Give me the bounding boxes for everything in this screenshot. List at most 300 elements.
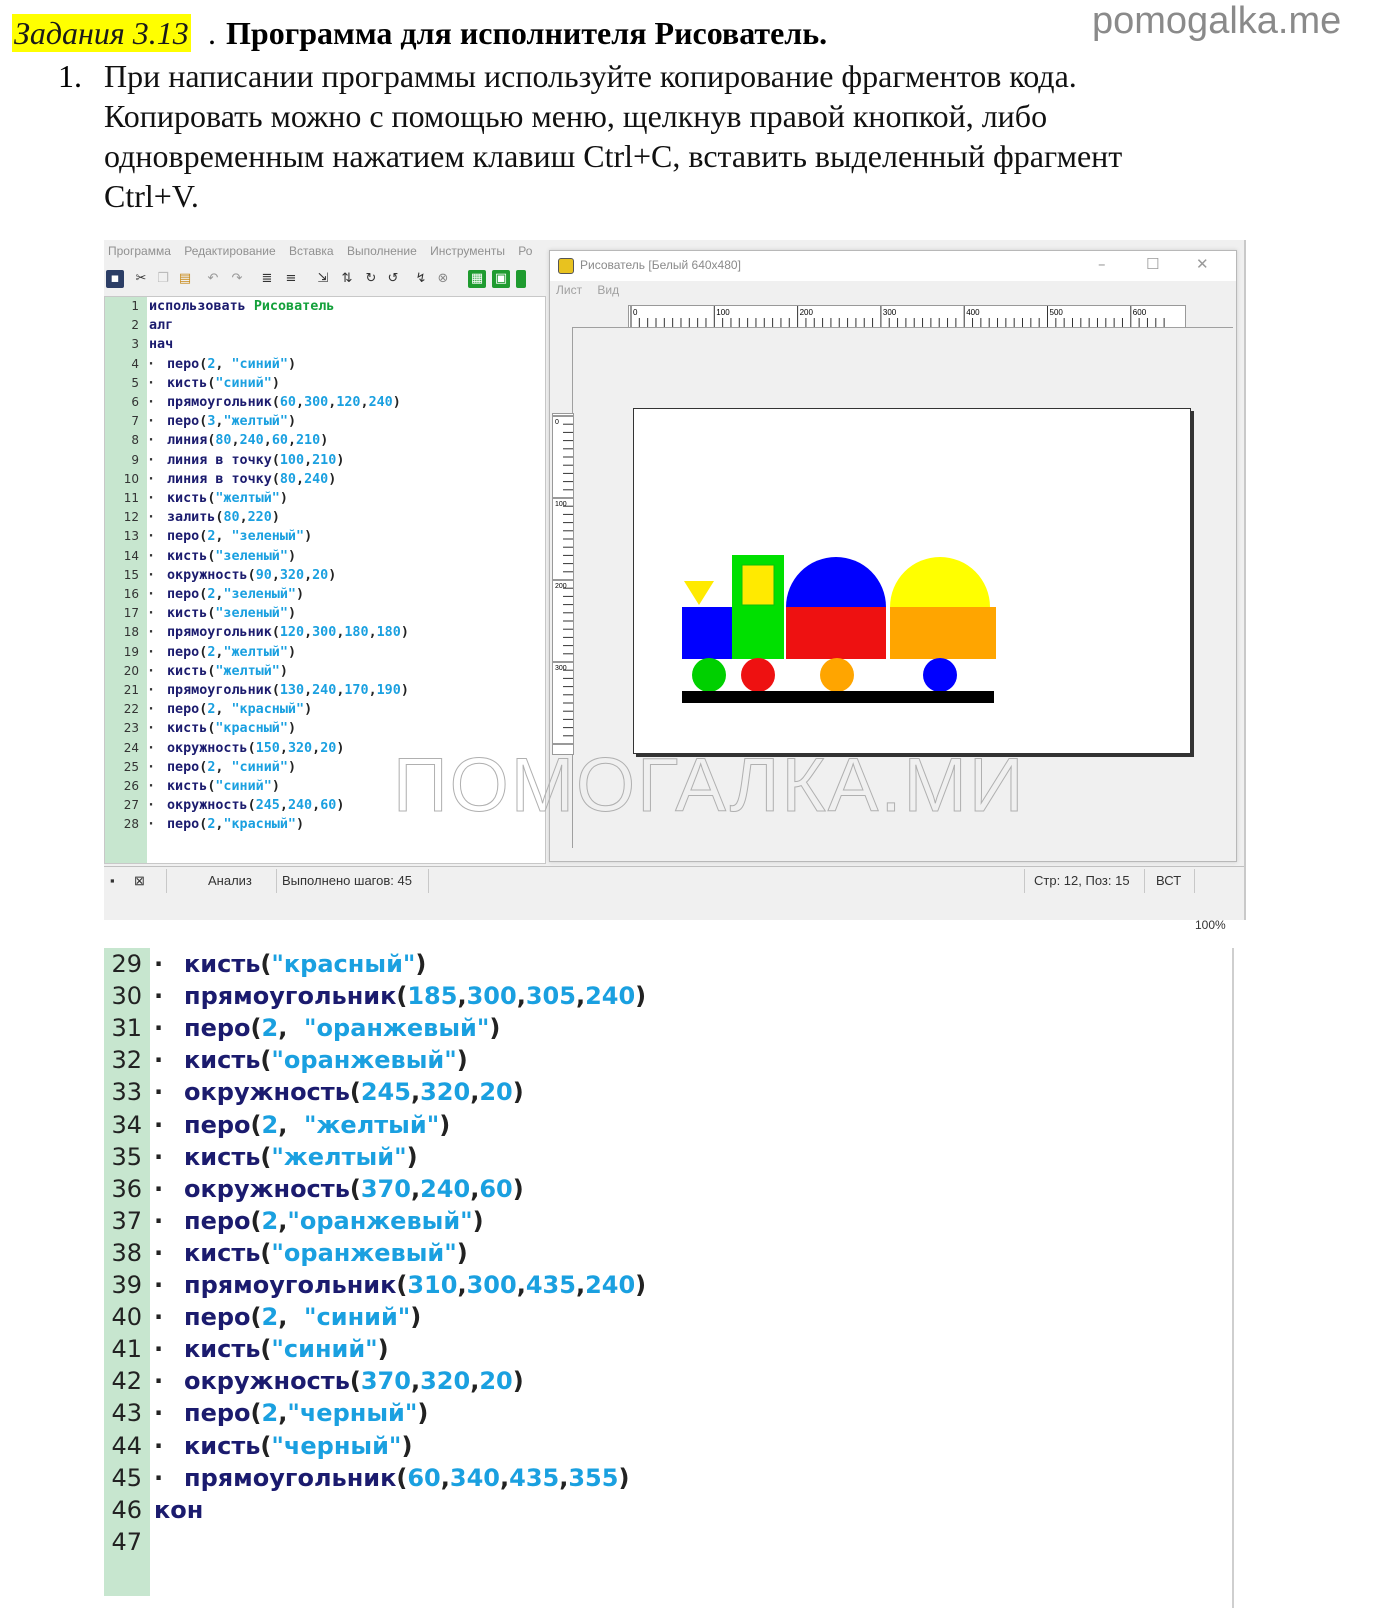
- code-token: 190: [376, 683, 401, 698]
- code-token: ,: [287, 433, 296, 449]
- save-icon[interactable]: ▪: [106, 270, 124, 288]
- code-token: 185: [407, 982, 458, 1011]
- line-marker: ·: [154, 1110, 164, 1139]
- code-token: 220: [247, 510, 272, 526]
- code-token: 60: [320, 798, 337, 814]
- line-number: 3: [131, 337, 139, 352]
- ruler-label: 100: [555, 501, 567, 508]
- code-token: (: [271, 452, 280, 468]
- code-token: перо: [184, 1014, 251, 1043]
- code-token: (: [199, 587, 208, 602]
- code-token: (: [250, 1014, 262, 1043]
- code-token: 210: [312, 452, 337, 468]
- window-icon[interactable]: ▣: [492, 270, 510, 288]
- code-token: 2: [261, 1014, 279, 1043]
- line-marker: ·: [147, 663, 156, 679]
- code-token: ,: [215, 587, 224, 602]
- code-text: [184, 1365, 524, 1398]
- line-marker: ·: [147, 740, 156, 756]
- shape-green-wheel: [692, 658, 726, 692]
- line-number: 13: [123, 529, 139, 544]
- code-token: (: [396, 1463, 408, 1492]
- code-token: ): [287, 356, 296, 372]
- line-marker: ·: [147, 433, 156, 449]
- code-token: ): [304, 529, 313, 545]
- code-token: (: [207, 606, 216, 622]
- drawer-app-icon: [558, 258, 574, 274]
- code-token: ,: [410, 1078, 421, 1107]
- close-icon[interactable]: ✕: [1196, 255, 1209, 273]
- minimize-icon[interactable]: –: [1098, 255, 1106, 273]
- code-token: кисть: [184, 1142, 261, 1171]
- line-number: 16: [123, 587, 139, 601]
- ruler-label: 500: [1049, 308, 1063, 317]
- line-marker: ·: [154, 1399, 164, 1428]
- code-token: ): [296, 587, 305, 602]
- menu-sheet[interactable]: Лист: [556, 283, 583, 297]
- code-token: (: [260, 1431, 272, 1460]
- intro-line-4: Ctrl+V.: [104, 178, 199, 214]
- line-marker: ·: [147, 395, 156, 410]
- code-token: 310: [407, 1271, 458, 1299]
- code-token: ): [635, 982, 647, 1011]
- shape-yellow-dome: [890, 557, 990, 607]
- code-token: ,: [516, 982, 526, 1011]
- drawer-titlebar[interactable]: [550, 251, 1236, 281]
- line-number: 25: [123, 759, 139, 774]
- shape-orange-wagon: [890, 607, 996, 659]
- line-number: 23: [123, 721, 139, 736]
- task-label: Задания 3.13: [14, 15, 189, 51]
- line-number: 10: [123, 471, 139, 486]
- zoom-level[interactable]: 100%: [1195, 918, 1226, 932]
- code-token: ,: [410, 1367, 421, 1396]
- line-number: 37: [111, 1206, 142, 1235]
- code-token: линия в точку: [167, 471, 272, 487]
- code-token: 2: [261, 1206, 279, 1235]
- line-marker: ·: [154, 1238, 164, 1267]
- cancel-icon[interactable]: ⊗: [437, 271, 449, 286]
- code-token: ): [512, 1367, 524, 1396]
- line-marker: ·: [147, 471, 156, 487]
- code-token: окружность: [184, 1174, 350, 1203]
- code-token: перо: [167, 759, 200, 775]
- code-token: алг: [149, 318, 174, 334]
- code-token: ,: [304, 567, 313, 583]
- code-token: ): [279, 491, 288, 506]
- code-text: [167, 451, 344, 471]
- code-token: кисть: [167, 721, 208, 737]
- code-token: "синий": [215, 375, 272, 391]
- line-marker: ·: [154, 1431, 164, 1460]
- code-token: ,: [215, 414, 224, 430]
- line-marker: ·: [154, 1335, 164, 1364]
- code-token: "зеленый": [215, 606, 288, 622]
- drawer-title: Рисователь [Белый 640х480]: [580, 258, 741, 272]
- code-token: "синий": [231, 356, 288, 372]
- intro-line-3: одновременным нажатием клавиш Ctrl+C, вставить выделенный фрагмент: [104, 138, 1123, 174]
- code-token: ,: [410, 1174, 421, 1203]
- code-token: (: [271, 471, 280, 487]
- line-marker: ·: [154, 1463, 164, 1492]
- code-token: ): [271, 375, 280, 391]
- line-number: 29: [111, 950, 142, 978]
- code-text: [184, 980, 646, 1013]
- code-token: 2: [207, 644, 216, 660]
- code-token: (: [247, 798, 256, 814]
- line-marker: ·: [154, 1142, 164, 1171]
- window2-icon[interactable]: [516, 270, 526, 288]
- line-marker: ·: [147, 548, 156, 564]
- code-token: кон: [154, 1495, 204, 1524]
- line-number: 43: [111, 1399, 142, 1428]
- shape-red-wheel: [741, 658, 775, 692]
- code-token: ,: [304, 625, 313, 641]
- code-token: "оранжевый": [304, 1014, 490, 1043]
- code-token: ): [287, 606, 296, 622]
- line-number: 35: [111, 1142, 142, 1171]
- code-token: (: [199, 702, 208, 718]
- code-token: (: [199, 759, 208, 775]
- code-token: 60: [407, 1463, 441, 1492]
- code-token: ): [401, 1431, 413, 1460]
- code-token: ): [400, 625, 409, 641]
- code-token: кисть: [167, 491, 208, 506]
- code-token: ,: [312, 798, 321, 814]
- code-text: [167, 431, 328, 451]
- shape-blue-dome: [786, 557, 886, 607]
- code-token: Рисователь: [253, 299, 335, 314]
- code-token: перо: [167, 817, 200, 833]
- code-token: окружность: [167, 740, 248, 756]
- code-token: 435: [525, 1271, 576, 1299]
- code-token: "желтый": [223, 644, 288, 660]
- code-text: [167, 815, 304, 835]
- code-text: [184, 1173, 524, 1206]
- code-token: 245: [255, 798, 280, 814]
- code-token: ): [472, 1206, 484, 1235]
- code-text: [149, 297, 334, 317]
- code-token: 240: [287, 798, 313, 814]
- code-token: ): [439, 1110, 451, 1139]
- code-token: (: [207, 433, 216, 449]
- code-token: (: [199, 817, 208, 833]
- line-number: 26: [123, 779, 139, 793]
- undo-icon[interactable]: ↶: [207, 271, 219, 286]
- outdent-icon[interactable]: ≡: [285, 271, 297, 286]
- code-token: 180: [376, 625, 401, 641]
- shape-yellow-window: [742, 565, 774, 605]
- cut-icon[interactable]: ✂: [135, 271, 147, 286]
- code-token: "синий": [215, 779, 272, 794]
- code-token: ): [287, 759, 296, 775]
- code-token: 80: [223, 510, 240, 526]
- line-marker: ·: [154, 1367, 164, 1396]
- code-text: [167, 393, 401, 413]
- code-token: ,: [278, 1206, 288, 1235]
- line-number: 14: [123, 548, 139, 563]
- status-position: Стр: 12, Поз: 15: [1034, 873, 1130, 888]
- shape-red-wagon: [786, 607, 886, 659]
- code-token: ,: [215, 817, 224, 833]
- code-token: 90: [255, 567, 272, 583]
- code-token: окружность: [167, 567, 248, 583]
- code-token: 3: [207, 414, 216, 430]
- code-token: ,: [368, 683, 377, 698]
- code-token: 60: [479, 1174, 513, 1203]
- ruler-label: 600: [1132, 308, 1147, 317]
- code-token: ): [415, 950, 427, 978]
- code-token: ,: [278, 1014, 305, 1043]
- code-token: ): [512, 1174, 524, 1203]
- code-token: "оранжевый": [271, 1046, 457, 1075]
- code-text: [167, 719, 296, 739]
- code-token: окружность: [167, 798, 248, 814]
- step-icon[interactable]: ⇲: [317, 271, 329, 286]
- code-token: (: [207, 779, 216, 794]
- code-token: 370: [360, 1174, 411, 1203]
- line-marker: ·: [147, 356, 156, 372]
- code-token: 320: [420, 1078, 471, 1107]
- copy-icon[interactable]: ❐: [157, 271, 169, 286]
- line-marker: ·: [147, 798, 156, 814]
- line-number: 34: [111, 1110, 142, 1139]
- code-token: ,: [215, 759, 232, 775]
- line-number: 33: [111, 1078, 142, 1107]
- vertical-ruler-scale: [553, 414, 573, 754]
- code-token: ,: [278, 1399, 288, 1428]
- code-text: [184, 1012, 500, 1045]
- code-token: прямоугольник: [184, 1463, 397, 1492]
- code-token: 2: [207, 702, 216, 718]
- code-token: ): [328, 471, 337, 487]
- step-over-icon[interactable]: ⇅: [341, 271, 353, 286]
- code-token: ): [271, 779, 280, 794]
- code-token: (: [271, 395, 280, 410]
- code-token: "желтый": [223, 414, 288, 430]
- code-text: [184, 1333, 389, 1366]
- line-number: 42: [111, 1367, 142, 1396]
- code-token: 240: [304, 471, 329, 487]
- indent-icon[interactable]: ≣: [261, 271, 273, 286]
- code-text: [184, 1301, 421, 1334]
- code-token: "желтый": [271, 1142, 407, 1171]
- code-token: 300: [312, 625, 337, 641]
- ruler-label: 0: [555, 419, 559, 426]
- code-token: перо: [167, 587, 200, 602]
- code-token: 240: [312, 683, 337, 698]
- code-token: ): [377, 1335, 389, 1364]
- line-marker: ·: [154, 1303, 164, 1332]
- code-token: перо: [184, 1110, 251, 1139]
- code-token: "желтый": [304, 1110, 440, 1139]
- line-number: 12: [123, 510, 139, 525]
- code-token: 20: [320, 740, 337, 756]
- line-marker: ·: [147, 702, 156, 718]
- code-token: (: [271, 625, 280, 641]
- line-marker: ·: [147, 510, 156, 526]
- status-steps: Выполнено шагов: 45: [282, 873, 412, 888]
- code-text: [167, 527, 312, 547]
- menu-view[interactable]: Вид: [597, 283, 620, 297]
- code-token: 2: [207, 817, 216, 833]
- code-token: ): [489, 1014, 501, 1043]
- code-token: (: [250, 1399, 262, 1428]
- code-token: 2: [207, 759, 216, 775]
- status-insert-mode: ВСТ: [1156, 873, 1182, 888]
- code-token: окружность: [184, 1367, 350, 1396]
- code-token: 340: [449, 1463, 500, 1492]
- code-token: 320: [420, 1367, 471, 1396]
- line-marker: ·: [147, 529, 156, 545]
- code-token: "синий": [271, 1335, 378, 1364]
- shape-black-rail: [682, 691, 994, 703]
- code-token: кисть: [184, 1335, 261, 1364]
- menu-program[interactable]: Программа: [108, 244, 171, 258]
- code-text: [167, 547, 296, 567]
- code-token: ,: [470, 1174, 480, 1203]
- code-token: 320: [287, 740, 313, 756]
- code-token: 210: [296, 433, 321, 449]
- code-token: ): [456, 1238, 468, 1267]
- menu-run[interactable]: Выполнение: [346, 244, 417, 258]
- stop-icon[interactable]: ↺: [387, 271, 399, 286]
- code-token: 80: [279, 471, 296, 487]
- run-icon[interactable]: ↻: [365, 271, 377, 286]
- code-token: (: [207, 491, 216, 506]
- code-token: ,: [304, 683, 313, 698]
- code-token: ,: [279, 740, 288, 756]
- code-text: [184, 1205, 484, 1238]
- code-token: "оранжевый": [271, 1238, 457, 1267]
- code-token: 20: [312, 567, 329, 583]
- code-token: 150: [255, 740, 280, 756]
- code-token: ,: [336, 683, 345, 698]
- code-token: ,: [516, 1271, 526, 1299]
- code-text: [167, 681, 409, 701]
- code-text: [184, 1044, 468, 1077]
- code-token: ): [336, 798, 345, 814]
- code-text: [184, 1237, 468, 1270]
- code-text: [167, 777, 280, 797]
- code-token: перо: [167, 356, 200, 372]
- line-number: 17: [123, 606, 139, 621]
- code-token: 170: [344, 683, 369, 698]
- list-item-number: 1.: [58, 58, 82, 94]
- code-text: [167, 470, 336, 490]
- code-token: ): [417, 1399, 429, 1428]
- menu-edit[interactable]: Редактирование: [184, 244, 276, 258]
- menu-tools[interactable]: Инструменты: [430, 244, 505, 258]
- line-number: 39: [111, 1271, 142, 1299]
- line-marker: ·: [147, 625, 156, 641]
- line-number: 44: [111, 1431, 142, 1460]
- code-token: (: [349, 1174, 361, 1203]
- code-text: [184, 1462, 629, 1495]
- code-token: "желтый": [215, 663, 280, 679]
- code-token: 20: [479, 1078, 513, 1107]
- code-token: (: [250, 1206, 262, 1235]
- code-token: перо: [167, 529, 200, 545]
- line-marker: ·: [147, 683, 156, 698]
- code-token: 80: [215, 433, 232, 449]
- code-token: 60: [279, 395, 296, 410]
- horizontal-ruler-scale: [629, 306, 1185, 328]
- code-token: ): [287, 414, 296, 430]
- task-title: Программа для исполнителя Рисователь.: [226, 15, 828, 51]
- code-token: ,: [215, 356, 232, 372]
- intro-line-1: При написании программы используйте копирование фрагментов кода.: [104, 58, 1077, 94]
- line-number: 28: [123, 817, 139, 832]
- code-listing-continued: [104, 948, 1234, 1608]
- code-token: 370: [360, 1367, 411, 1396]
- redo-icon[interactable]: ↷: [231, 271, 243, 286]
- code-token: ): [635, 1271, 647, 1299]
- code-token: 300: [304, 395, 329, 410]
- ruler-label: 400: [966, 308, 980, 317]
- line-number: 21: [123, 683, 139, 697]
- code-token: ): [336, 452, 345, 468]
- code-token: 2: [261, 1303, 279, 1332]
- code-token: ): [618, 1463, 630, 1492]
- code-token: (: [199, 644, 208, 660]
- code-text: [184, 1141, 418, 1174]
- grid-icon[interactable]: ▦: [468, 270, 486, 288]
- close-panel-icon[interactable]: ⊠: [134, 873, 145, 888]
- code-token: (: [396, 982, 408, 1011]
- code-token: (: [247, 567, 256, 583]
- line-marker: ·: [147, 721, 156, 737]
- code-text: [167, 508, 280, 528]
- line-marker: ·: [147, 452, 156, 468]
- line-marker: ·: [154, 1271, 164, 1299]
- line-number: 19: [123, 644, 139, 659]
- code-text: [167, 585, 304, 605]
- code-token: (: [260, 950, 272, 978]
- code-token: использовать: [149, 299, 254, 314]
- code-token: ,: [559, 1463, 569, 1492]
- paste-icon[interactable]: ▤: [178, 271, 192, 286]
- menu-insert[interactable]: Вставка: [288, 244, 334, 258]
- code-token: прямоугольник: [184, 1271, 397, 1299]
- line-number: 32: [111, 1046, 142, 1075]
- code-token: ): [304, 702, 313, 718]
- code-text: [167, 604, 296, 624]
- code-text: [149, 316, 173, 336]
- line-marker: ·: [154, 950, 164, 978]
- menu-truncated[interactable]: Ро: [518, 244, 533, 258]
- code-token: ): [400, 683, 409, 698]
- ruler-label: 300: [555, 665, 567, 672]
- vertical-ruler: [552, 413, 574, 755]
- code-token: "зеленый": [231, 529, 305, 545]
- maximize-icon[interactable]: ☐: [1146, 255, 1160, 273]
- code-token: ): [296, 817, 305, 833]
- loop-icon[interactable]: ↯: [415, 271, 427, 286]
- code-token: "красный": [215, 721, 288, 737]
- task-dot: .: [208, 15, 216, 51]
- code-text: [167, 662, 288, 682]
- code-token: ,: [215, 529, 232, 545]
- line-number: 18: [123, 625, 139, 640]
- watermark-center: ПОМОГАЛКА.МИ: [393, 743, 1026, 828]
- line-marker: ·: [154, 1078, 164, 1107]
- code-token: ,: [336, 625, 345, 641]
- line-number: 40: [111, 1303, 142, 1332]
- code-token: ): [410, 1303, 422, 1332]
- disk-icon[interactable]: ▪: [110, 873, 115, 888]
- code-token: 120: [336, 395, 361, 410]
